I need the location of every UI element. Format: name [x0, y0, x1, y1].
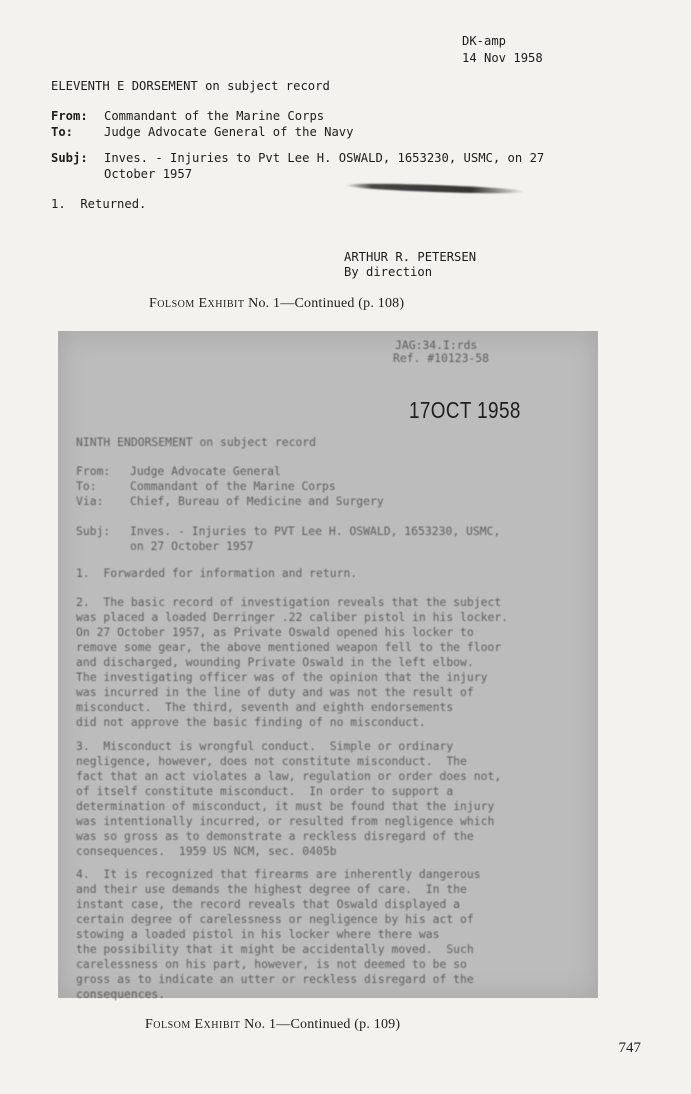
exhibit-caption-109: Folsom Exhibit No. 1—Continued (p. 109) — [145, 1017, 401, 1032]
item-returned: 1. Returned. — [51, 197, 147, 211]
scan-paragraph-1: 1. Forwarded for information and return. — [76, 566, 358, 580]
from-value: Commandant of the Marine Corps — [104, 109, 325, 123]
subj-label: Subj: — [51, 151, 88, 165]
header-reference — [462, 33, 543, 67]
paragraph-line: fact that an act violates a law, regulation or order does not, — [76, 769, 502, 783]
to-label: To: — [51, 125, 74, 139]
endorsement-title: ELEVENTH E DORSEMENT on subject record — [51, 79, 330, 93]
scanned-document-page — [58, 331, 598, 1001]
header-ref-line1: DK-amp — [462, 34, 507, 48]
signer-name: ARTHUR R. PETERSEN — [344, 250, 477, 264]
paragraph-line: consequences. — [76, 987, 166, 1001]
scan-paragraph-4 — [76, 867, 481, 1002]
paragraph-line: instant case, the record reveals that Oswald displayed a — [76, 897, 461, 911]
paragraph-line: and their use demands the highest degree of care. In the — [76, 882, 467, 896]
paragraph-line: 2. The basic record of investigation reveals that the subject — [76, 595, 502, 609]
scan-paragraph-2 — [76, 595, 508, 730]
scan-paragraph-3 — [76, 739, 501, 859]
from-label: From: — [51, 109, 88, 123]
paragraph-line: consequences. 1959 US NCM, sec. 0405b — [76, 844, 337, 858]
scan-via-label: Via: — [76, 494, 104, 508]
paragraph-line: of itself constitute misconduct. In order to support a — [76, 784, 454, 798]
scan-subj-line2: on 27 October 1957 — [130, 539, 254, 553]
date-stamp: 17OCT 1958 — [409, 397, 521, 423]
to-value: Judge Advocate General of the Navy — [104, 125, 354, 139]
scan-to-label: To: — [76, 479, 97, 493]
paragraph-line: carelessness on his part, however, is not deemed to be so — [76, 957, 467, 971]
paragraph-line: determination of misconduct, it must be found that the injury — [76, 799, 495, 813]
paragraph-line: was intentionally incurred, or resulted from negligence which — [76, 814, 495, 828]
scan-subj-line1: Inves. - Injuries to PVT Lee H. OSWALD, 1653230, USMC, — [130, 524, 501, 538]
signer-title: By direction — [344, 265, 433, 279]
scan-ref-line2: Ref. #10123-58 — [393, 351, 490, 365]
paragraph-line: 3. Misconduct is wrongful conduct. Simple or ordinary — [76, 739, 454, 753]
paragraph-line: On 27 October 1957, as Private Oswald opened his locker to — [76, 625, 474, 639]
paragraph-line: stowing a loaded pistol in his locker where there was — [76, 927, 440, 941]
scan-title: NINTH ENDORSEMENT on subject record — [76, 435, 317, 449]
header-ref-date: 14 Nov 1958 — [462, 51, 543, 65]
scan-from-value: Judge Advocate General — [130, 464, 281, 478]
paragraph-line: was placed a loaded Derringer .22 caliber pistol in his locker. — [76, 610, 509, 624]
scan-ref-line1: JAG:34.I:rds — [395, 338, 478, 352]
scan-via-value: Chief, Bureau of Medicine and Surgery — [130, 494, 384, 508]
subj-line2: October 1957 — [104, 167, 193, 181]
paragraph-line: was so gross as to demonstrate a reckless disregard of the — [76, 829, 474, 843]
page-number: 747 — [618, 1040, 641, 1056]
paragraph-line: gross as to indicate an utter or reckless disregard of the — [76, 972, 474, 986]
scan-to-value: Commandant of the Marine Corps — [130, 479, 336, 493]
exhibit-caption-108: Folsom Exhibit No. 1—Continued (p. 108) — [149, 296, 405, 311]
ink-smudge — [345, 182, 525, 195]
paragraph-line: misconduct. The third, seventh and eighth endorsements — [76, 700, 454, 714]
scan-subj-label: Subj: — [76, 524, 111, 538]
paragraph-line: 4. It is recognized that firearms are inherently dangerous — [76, 867, 481, 881]
paragraph-line: certain degree of carelessness or negligence by his act of — [76, 912, 474, 926]
paragraph-line: was incurred in the line of duty and was not the result of — [76, 685, 474, 699]
paragraph-line: remove some gear, the above mentioned weapon fell to the floor — [76, 640, 502, 654]
scan-from-label: From: — [76, 464, 111, 478]
paragraph-line: did not approve the basic finding of no misconduct. — [76, 715, 426, 729]
paragraph-line: The investigating officer was of the opinion that the injury — [76, 670, 488, 684]
paragraph-line: negligence, however, does not constitute misconduct. The — [76, 754, 467, 768]
paragraph-line: and discharged, wounding Private Oswald in the left elbow. — [76, 655, 474, 669]
paragraph-line: the possibility that it might be accidentally moved. Such — [76, 942, 474, 956]
subj-line1: Inves. - Injuries to Pvt Lee H. OSWALD, 1653230, USMC, on 27 — [104, 151, 545, 165]
